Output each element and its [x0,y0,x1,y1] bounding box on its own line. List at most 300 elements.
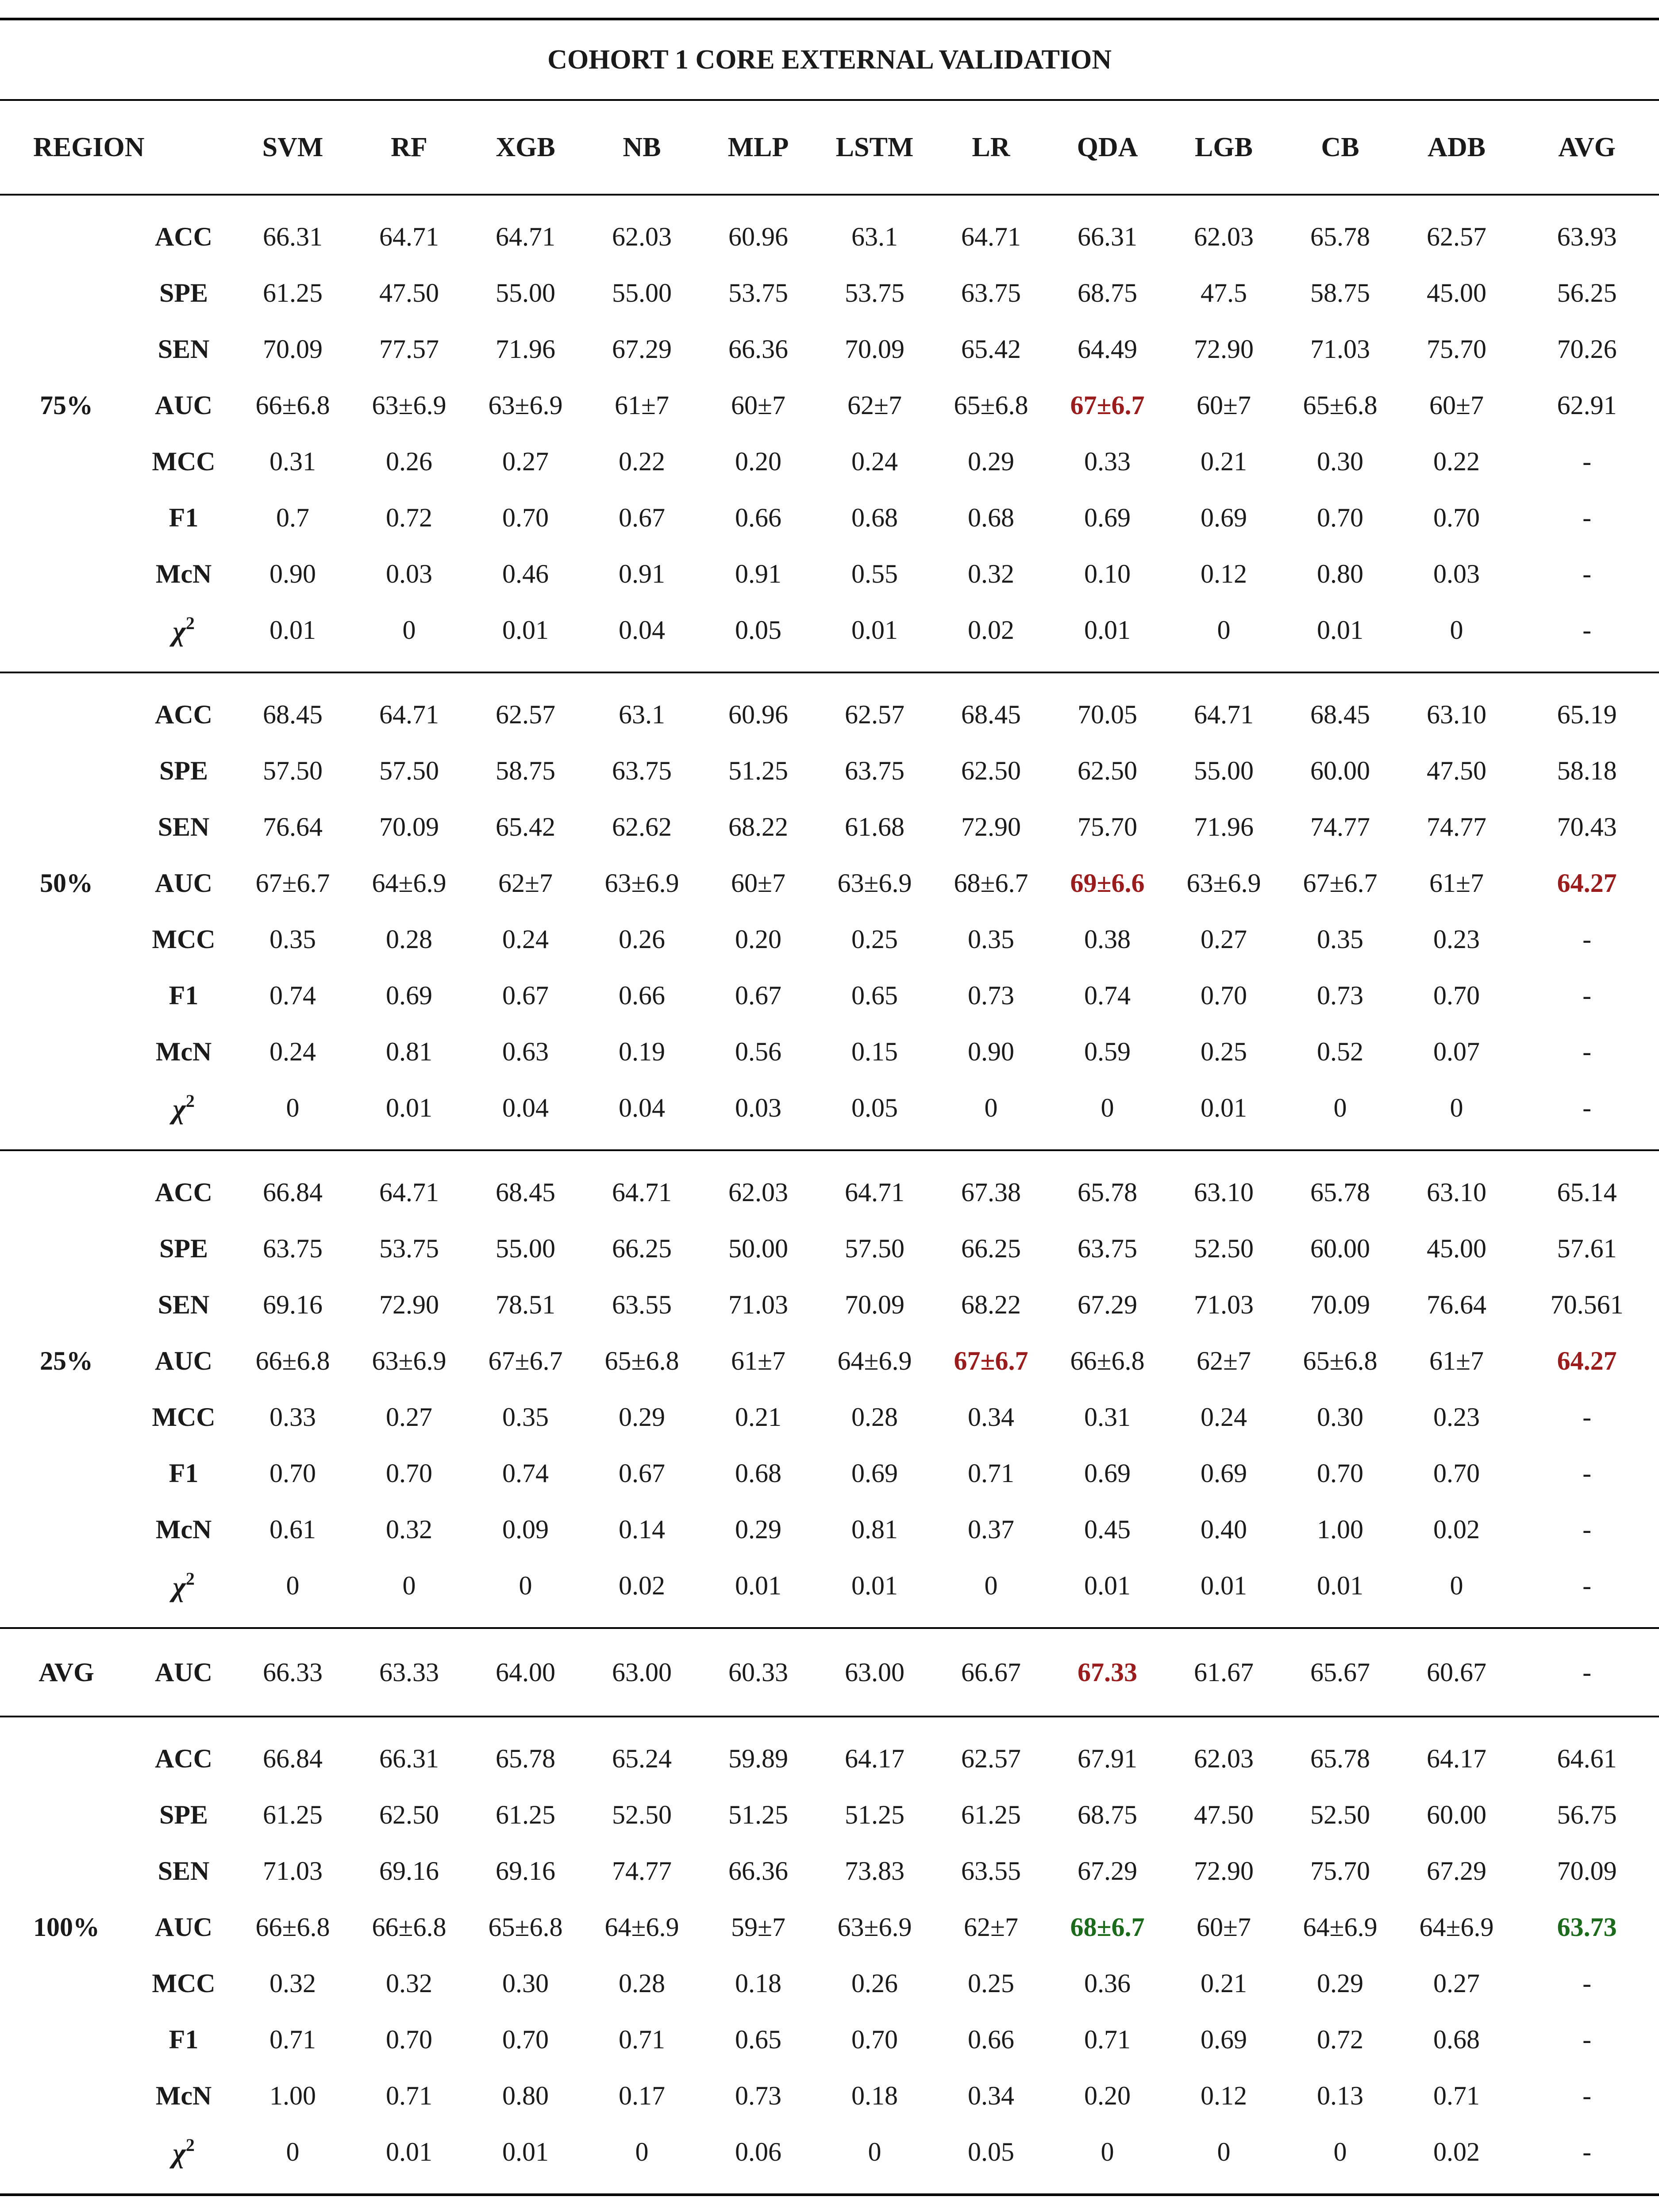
value-cell: 0.20 [735,925,781,954]
value-cell: 0.81 [386,1037,432,1066]
value-cell: 0.31 [269,447,316,476]
value-cell: 0 [235,1558,351,1628]
value-cell: 0.81 [851,1515,898,1544]
value-cell: 71.03 [1194,1290,1254,1319]
value-cell: 47.50 [379,278,439,307]
value-cell: 66±6.8 [255,391,330,420]
value-cell: 0.28 [851,1402,898,1432]
value-cell: 65.78 [1078,1178,1137,1207]
table-row [0,195,1659,265]
value-cell: 0.27 [1201,925,1247,954]
metric-label-f1: F1 [169,1459,199,1488]
value-cell: 61.68 [845,812,905,841]
value-cell: 66.31 [379,1744,439,1773]
value-cell: 52.50 [1310,1800,1370,1829]
value-cell: 61.67 [1166,1628,1282,1717]
value-cell: 0.22 [1433,447,1480,476]
value-cell: 0.05 [700,602,816,672]
table-row [0,1080,1659,1150]
value-cell: 0.34 [968,1402,1014,1432]
value-cell: 0.10 [1084,559,1131,588]
value-cell: 65.19 [1557,700,1617,729]
value-cell: 66.33 [235,1628,351,1717]
value-cell: 0.03 [386,559,432,588]
value-cell: 52.50 [612,1800,672,1829]
value-cell: 71.03 [1310,334,1370,364]
value-cell: 0.70 [1317,1459,1363,1488]
value-cell: - [1582,981,1592,1010]
value-cell: 66.84 [263,1178,323,1207]
value-cell: 64.71 [379,1178,439,1207]
value-cell: 0 [1049,2124,1166,2195]
value-cell: 65.78 [1310,222,1370,251]
value-cell: 0.7 [276,503,309,532]
table-row [0,1787,1659,1843]
value-cell: 64±6.9 [372,868,447,898]
value-cell: 67.38 [961,1178,1021,1207]
value-cell: 0.01 [1166,1080,1282,1150]
value-cell: 0.69 [1084,1459,1131,1488]
value-cell: 65.78 [1310,1744,1370,1773]
table-row [0,434,1659,490]
value-cell: 0.74 [269,981,316,1010]
value-cell: 63.73 [1557,1912,1617,1942]
value-cell: 63.10 [1194,1178,1254,1207]
region-spacer [0,743,133,799]
table-row [0,1843,1659,1899]
metric-label-mcc: MCC [152,925,216,954]
value-cell: 0.63 [502,1037,549,1066]
value-cell: 0.40 [1201,1515,1247,1544]
value-cell: 66.67 [933,1628,1049,1717]
region-spacer [0,672,133,743]
value-cell: 62.57 [961,1744,1021,1773]
value-cell: 0 [1398,602,1515,672]
region-spacer [0,1955,133,2012]
value-cell: 0.24 [502,925,549,954]
value-cell: 0.01 [1049,1558,1166,1628]
value-cell: 69.16 [263,1290,323,1319]
value-cell: 63±6.9 [488,391,563,420]
value-cell: 61.25 [263,1800,323,1829]
region-spacer [0,1502,133,1558]
value-cell: 66±6.8 [255,1912,330,1942]
value-cell: 0.71 [1084,2025,1131,2054]
value-cell: 0.35 [1317,925,1363,954]
value-cell: 0.69 [1201,1459,1247,1488]
value-cell: 70.09 [379,812,439,841]
value-cell: 63±6.9 [604,868,679,898]
metric-label-acc: ACC [155,700,212,729]
value-cell: 0.21 [735,1402,781,1432]
table-row [0,1717,1659,1787]
table-row [0,1221,1659,1277]
value-cell: 0.01 [235,602,351,672]
value-cell: 63.93 [1557,222,1617,251]
value-cell: 63.75 [845,756,905,785]
chi-squared-symbol: $\chi^2$ [173,613,195,647]
value-cell: 55.00 [496,278,555,307]
value-cell: 53.75 [379,1234,439,1263]
value-cell: 70.09 [845,334,905,364]
table-row [0,1333,1659,1389]
region-spacer [0,195,133,265]
value-cell: 0 [351,1558,467,1628]
value-cell: 0.15 [851,1037,898,1066]
value-cell: 64.49 [1078,334,1137,364]
value-cell: 67±6.7 [255,868,330,898]
value-cell: 62±7 [1197,1346,1251,1375]
table-row [0,2012,1659,2068]
value-cell: 51.25 [728,1800,788,1829]
region-label: 50% [40,868,93,898]
value-cell: 0.19 [619,1037,665,1066]
metric-label-auc: AUC [155,1346,212,1375]
value-cell: 0.70 [502,2025,549,2054]
value-cell: 0.01 [351,2124,467,2195]
value-cell: 0.33 [269,1402,316,1432]
value-cell: 0.22 [619,447,665,476]
value-cell: 0.71 [619,2025,665,2054]
value-cell: 70.09 [1557,1856,1617,1886]
value-cell: 76.64 [1427,1290,1486,1319]
region-spacer [0,602,133,672]
metric-label-spe: SPE [159,1234,208,1263]
value-cell: 72.90 [379,1290,439,1319]
value-cell: 63±6.9 [372,1346,447,1375]
column-header-rf: RF [351,100,467,195]
value-cell: 64±6.9 [604,1912,679,1942]
metric-label-sen: SEN [158,334,210,364]
metric-label-auc: AUC [155,1912,212,1942]
value-cell: 0.45 [1084,1515,1131,1544]
value-cell: 0.30 [1317,447,1363,476]
value-cell: 0.01 [700,1558,816,1628]
value-cell: 0.69 [1201,503,1247,532]
table-row [0,855,1659,911]
value-cell: 61±7 [1429,1346,1484,1375]
value-cell: 0 [235,1080,351,1150]
value-cell: 0.30 [1317,1402,1363,1432]
value-cell: 66.36 [728,1856,788,1886]
value-cell: 0.18 [851,2081,898,2110]
table-row [0,1277,1659,1333]
value-cell: 65±6.8 [954,391,1028,420]
value-cell: 65.24 [612,1744,672,1773]
value-cell: 0.61 [269,1515,316,1544]
value-cell: 0.67 [502,981,549,1010]
value-cell: 60±7 [731,391,785,420]
value-cell: 0.30 [502,1969,549,1998]
value-cell: - [1515,2124,1659,2195]
value-cell: 0.12 [1201,559,1247,588]
value-cell: 0.70 [851,2025,898,2054]
value-cell: 45.00 [1427,278,1486,307]
value-cell: 69±6.6 [1070,868,1145,898]
value-cell: 0.70 [1317,503,1363,532]
region-label: AVG [0,1628,133,1717]
value-cell: 62.50 [961,756,1021,785]
value-cell: 62.50 [379,1800,439,1829]
value-cell: - [1582,1515,1592,1544]
value-cell: 67±6.7 [488,1346,563,1375]
value-cell: 63.10 [1427,700,1486,729]
value-cell: 63.1 [619,700,665,729]
region-spacer [0,799,133,855]
value-cell: 0.01 [1282,1558,1398,1628]
value-cell: 63.75 [612,756,672,785]
value-cell: 64.71 [379,222,439,251]
table-row [0,1389,1659,1445]
value-cell: 0.01 [816,602,933,672]
chi-squared-symbol: $\chi^2$ [173,2135,195,2169]
value-cell: 0.73 [968,981,1014,1010]
region-label: 100% [33,1912,100,1942]
value-cell: 0 [584,2124,700,2195]
region-label: 75% [40,391,93,420]
value-cell: 62.62 [612,812,672,841]
value-cell: 0 [351,602,467,672]
value-cell: 63±6.9 [837,868,912,898]
value-cell: 0 [933,1080,1049,1150]
chi-squared-symbol: $\chi^2$ [173,1091,195,1125]
table-row [0,1445,1659,1502]
table-row [0,1955,1659,2012]
value-cell: 63±6.9 [372,391,447,420]
region-spacer [0,1277,133,1333]
value-cell: 66.36 [728,334,788,364]
value-cell: 0.25 [968,1969,1014,1998]
value-cell: 65±6.8 [488,1912,563,1942]
value-cell: 63.55 [961,1856,1021,1886]
value-cell: 0 [1282,1080,1398,1150]
value-cell: 0.18 [735,1969,781,1998]
value-cell: 64±6.9 [1419,1912,1494,1942]
value-cell: 62.03 [1194,1744,1254,1773]
value-cell: - [1582,559,1592,588]
region-spacer [0,1221,133,1277]
value-cell: 64.27 [1557,868,1617,898]
value-cell: - [1582,503,1592,532]
value-cell: 0.46 [502,559,549,588]
value-cell: 77.57 [379,334,439,364]
value-cell: 53.75 [728,278,788,307]
value-cell: 0.33 [1084,447,1131,476]
value-cell: 0.71 [386,2081,432,2110]
value-cell: 0.03 [700,1080,816,1150]
value-cell: 66.84 [263,1744,323,1773]
value-cell: 64.17 [1427,1744,1486,1773]
column-header-adb: ADB [1398,100,1515,195]
metric-label-mcn: McN [155,2081,212,2110]
value-cell: 0.67 [619,1459,665,1488]
value-cell: 62.57 [1427,222,1486,251]
value-cell: 63±6.9 [837,1912,912,1942]
value-cell: 0.70 [269,1459,316,1488]
value-cell: 0.66 [619,981,665,1010]
value-cell: 0.69 [386,981,432,1010]
value-cell: 0.04 [584,1080,700,1150]
value-cell: 0.24 [1201,1402,1247,1432]
value-cell: 66.25 [961,1234,1021,1263]
value-cell: 0.71 [968,1459,1014,1488]
value-cell: 0.27 [386,1402,432,1432]
value-cell: 67±6.7 [954,1346,1028,1375]
value-cell: 70.05 [1078,700,1137,729]
region-spacer [0,2068,133,2124]
value-cell: - [1515,1558,1659,1628]
value-cell: 0.28 [619,1969,665,1998]
value-cell: 0.91 [619,559,665,588]
value-cell: 0.70 [1201,981,1247,1010]
value-cell: 0 [816,2124,933,2195]
table-row [0,377,1659,434]
region-spacer [0,321,133,377]
value-cell: 0.21 [1201,1969,1247,1998]
value-cell: 62.91 [1557,391,1617,420]
value-cell: 0.90 [968,1037,1014,1066]
value-cell: 72.90 [1194,334,1254,364]
value-cell: 0.01 [467,2124,584,2195]
value-cell: 0 [467,1558,584,1628]
value-cell: 47.5 [1201,278,1247,307]
value-cell: 62±7 [964,1912,1018,1942]
value-cell: 51.25 [845,1800,905,1829]
value-cell: 0.74 [1084,981,1131,1010]
value-cell: 75.70 [1310,1856,1370,1886]
table-row [0,799,1659,855]
region-spacer [0,265,133,321]
value-cell: 62.50 [1078,756,1137,785]
value-cell: 0.05 [933,2124,1049,2195]
value-cell: 0.06 [700,2124,816,2195]
value-cell: 0.02 [1433,1515,1480,1544]
value-cell: 0 [1398,1558,1515,1628]
value-cell: 0.25 [1201,1037,1247,1066]
value-cell: 0.21 [1201,447,1247,476]
value-cell: - [1582,2025,1592,2054]
value-cell: 0.13 [1317,2081,1363,2110]
value-cell: 0.35 [502,1402,549,1432]
metric-label-spe: SPE [159,278,208,307]
value-cell: 0.71 [269,2025,316,2054]
value-cell: 0.91 [735,559,781,588]
value-cell: 0 [235,2124,351,2195]
metric-label-chi-squared [133,602,235,672]
value-cell: 0.35 [968,925,1014,954]
metric-label-mcn: McN [155,1515,212,1544]
value-cell: - [1582,447,1592,476]
value-cell: 0.05 [816,1080,933,1150]
region-column-header: REGION [0,100,235,195]
value-cell: 0.72 [1317,2025,1363,2054]
value-cell: 58.18 [1557,756,1617,785]
value-cell: 63.75 [1078,1234,1137,1263]
value-cell: 0 [1166,2124,1282,2195]
value-cell: 0.55 [851,559,898,588]
value-cell: 0.12 [1201,2081,1247,2110]
value-cell: 0.07 [1433,1037,1480,1066]
value-cell: 61±7 [615,391,669,420]
value-cell: 68±6.7 [1070,1912,1145,1942]
value-cell: 65.42 [496,812,555,841]
value-cell: 45.00 [1427,1234,1486,1263]
value-cell: 0.29 [968,447,1014,476]
metric-label-mcc: MCC [152,1402,216,1432]
value-cell: 0.09 [502,1515,549,1544]
value-cell: 0 [1398,1080,1515,1150]
value-cell: 0.67 [735,981,781,1010]
value-cell: 62.03 [728,1178,788,1207]
table-row [0,911,1659,968]
value-cell: 71.96 [1194,812,1254,841]
value-cell: 0.68 [851,503,898,532]
value-cell: 60.00 [1427,1800,1486,1829]
value-cell: 66.25 [612,1234,672,1263]
metric-label-auc: AUC [155,868,212,898]
region-spacer [0,1080,133,1150]
value-cell: 56.25 [1557,278,1617,307]
column-header-xgb: XGB [467,100,584,195]
value-cell: 71.03 [728,1290,788,1319]
value-cell: 72.90 [961,812,1021,841]
value-cell: 0.56 [735,1037,781,1066]
value-cell: 68.45 [1310,700,1370,729]
column-header-nb: NB [584,100,700,195]
value-cell: 0 [1049,1080,1166,1150]
value-cell: 68.45 [961,700,1021,729]
value-cell: 63.00 [816,1628,933,1717]
value-cell: 0.71 [1433,2081,1480,2110]
value-cell: 67.29 [1427,1856,1486,1886]
value-cell: 61±7 [731,1346,785,1375]
value-cell: 0.32 [386,1515,432,1544]
metric-label-acc: ACC [155,1744,212,1773]
value-cell: 60.00 [1310,1234,1370,1263]
value-cell: 0.66 [968,2025,1014,2054]
value-cell: 0.02 [584,1558,700,1628]
value-cell: 60.96 [728,700,788,729]
metric-label-mcn: McN [155,559,212,588]
region-spacer [0,1717,133,1787]
value-cell: 57.61 [1557,1234,1617,1263]
metric-label-sen: SEN [158,1290,210,1319]
value-cell: 60.67 [1398,1628,1515,1717]
value-cell: 67±6.7 [1303,868,1378,898]
region-spacer [0,2124,133,2195]
value-cell: 0.66 [735,503,781,532]
value-cell: 65±6.8 [1303,391,1378,420]
value-cell: 0.36 [1084,1969,1131,1998]
region-spacer [0,546,133,602]
value-cell: 55.00 [1194,756,1254,785]
value-cell: 64.61 [1557,1744,1617,1773]
value-cell: 62.03 [612,222,672,251]
value-cell: 0.69 [1084,503,1131,532]
value-cell: 0.01 [1282,602,1398,672]
column-header-mlp: MLP [700,100,816,195]
value-cell: 0.29 [735,1515,781,1544]
table-row [0,672,1659,743]
value-cell: 57.50 [379,756,439,785]
value-cell: 73.83 [845,1856,905,1886]
metric-label-sen: SEN [158,812,210,841]
value-cell: 0.74 [502,1459,549,1488]
value-cell: 0.90 [269,559,316,588]
value-cell: 62.57 [496,700,555,729]
value-cell: 0.73 [1317,981,1363,1010]
value-cell: - [1515,602,1659,672]
